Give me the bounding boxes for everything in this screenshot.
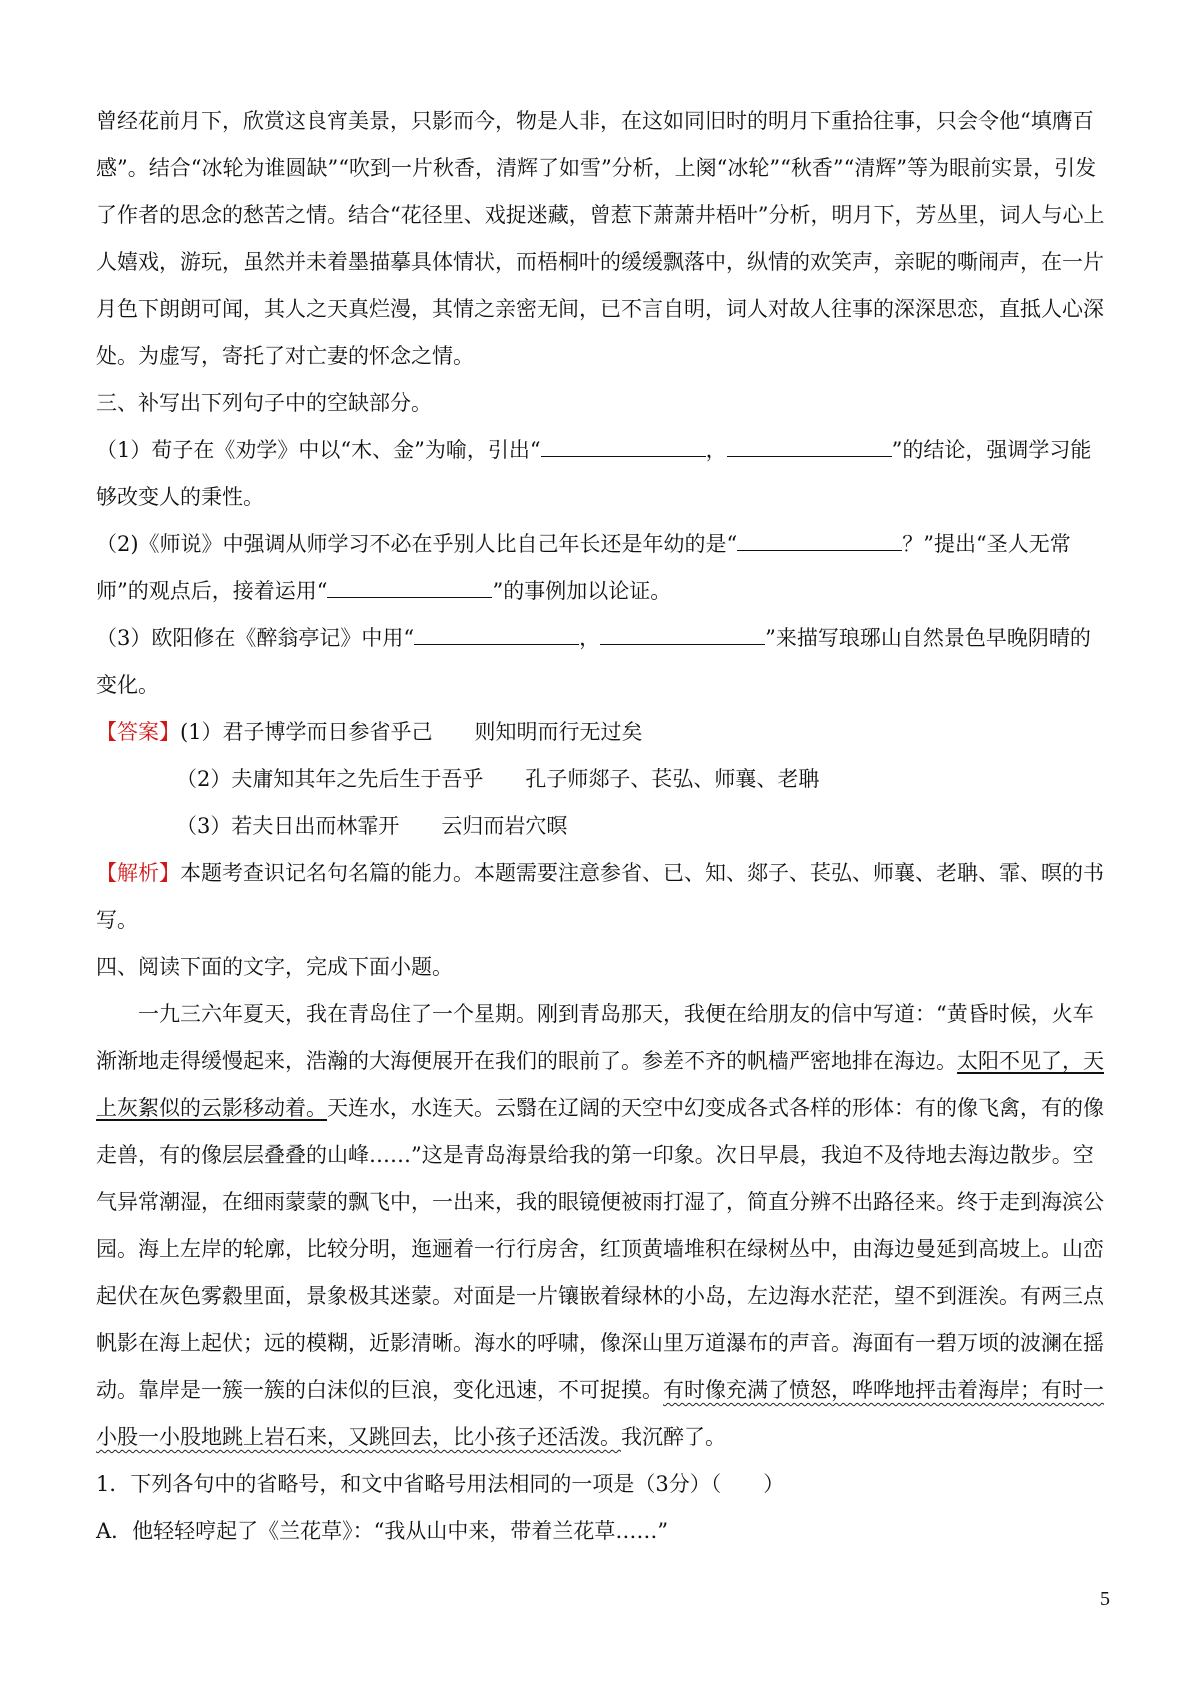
document-page [96,98,1111,1555]
answer-blank [727,432,892,457]
answer-line-3: （3）若夫日出而林霏开 云归而岩穴暝 [176,814,568,838]
answer-blank [737,526,902,551]
answer-blank [541,432,706,457]
analysis-paragraph: 曾经花前月下，欣赏这良宵美景，只影而今，物是人非，在这如同旧时的明月下重拾往事，只会令他“填膺百感”。结合“冰轮为谁圆缺”“吹到一片秋香，清辉了如雪”分析，上阕“冰轮”“秋香”“清辉”等为眼前实景，引发了作者的思念的愁苦之情。结合“花径里、戏捉迷藏，曾惹下萧萧井梧叶”分析，明月下，芳丛里，词人与心上人嬉戏，游玩，虽然并未着墨描摹具体情状，而梧桐叶的缓缓飘落中，纵情的欢笑声，亲昵的嘶闹声，在一片月色下朗朗可闻，其人之天真烂漫，其情之亲密无间，已不言自明，词人对故人往事的深深思恋，直抵人心深处。为虚写，寄托了对亡妻的怀念之情。 [96,109,1105,368]
answer-line-1: 【答案】(1）君子博学而日参省乎己 则知明而行无过矣 [96,720,643,744]
answer-blank [414,620,579,645]
answer-blank [327,573,492,598]
section-three-title: 三、补写出下列句子中的空缺部分。 [96,391,432,415]
answer-line-2: （2）夫庸知其年之先后生于吾乎 孔子师郯子、苌弘、师襄、老聃 [176,767,820,791]
wavy-underlined-sentence: 有时像充满了愤怒，哗哗地抨击着海岸；有时一小股一小股地跳上岩石来，又跳回去，比小孩子还活泼。 [96,1378,1104,1449]
fill-question-2: （2)《师说》中强调从师学习不必在乎别人比自己年长还是年幼的是“ ？”提出“圣人无常师”的观点后，接着运用“ ”的事例加以论证。 [96,521,1111,615]
fill-question-3: （3）欧阳修在《醉翁亭记》中用“ ， ”来描写琅琊山自然景色早晚阴晴的变化。 [96,615,1111,709]
option-a: A．他轻轻哼起了《兰花草》：“我从山中来，带着兰花草……” [96,1519,669,1543]
underlined-sentence: 太阳不见了，天上灰絮似的云影移动着。 [96,1049,1104,1120]
answer-blank [600,620,765,645]
question-1: 1．下列各句中的省略号，和文中省略号用法相同的一项是（3分）（ ） [96,1472,785,1496]
page-number: 5 [1100,1588,1110,1610]
section-four-title: 四、阅读下面的文字，完成下面小题。 [96,955,453,979]
reading-passage: 一九三六年夏天，我在青岛住了一个星期。刚到青岛那天，我便在给朋友的信中写道：“黄昏时候，火车渐渐地走得缓慢起来，浩瀚的大海便展开在我们的眼前了。参差不齐的帆樯严密地排在海边。太阳不见了，天上灰絮似的云影移动着。天连水，水连天。云翳在辽阔的天空中幻变成各式各样的形体：有的像飞禽，有的像走兽，有的像层层叠叠的山峰……”这是青岛海景给我的第一印象。次日早晨，我迫不及待地去海边散步。空气异常潮湿，在细雨蒙蒙的飘飞中，一出来，我的眼镜便被雨打湿了，简直分辨不出路径来。终于走到海滨公园。海上左岸的轮廓，比较分明，迤逦着一行行房舍，红顶黄墙堆积在绿树丛中，由海边曼延到高坡上。山峦起伏在灰色雾縠里面，景象极其迷蒙。对面是一片镶嵌着绿林的小岛，左边海水茫茫，望不到涯涘。有两三点帆影在海上起伏；远的模糊，近影清晰。海水的呼啸，像深山里万道瀑布的声音。海面有一碧万顷的波澜在摇动。靠岸是一簇一簇的白沫似的巨浪，变化迅速，不可捉摸。有时像充满了愤怒，哗哗地抨击着海岸；有时一小股一小股地跳上岩石来，又跳回去，比小孩子还活泼。我沉醉了。 [96,1002,1104,1449]
analysis-tag: 【解析】 [96,861,180,885]
analysis-line: 【解析】本题考查识记名句名篇的能力。本题需要注意参省、已、知、郯子、苌弘、师襄、老聃、霏、暝的书写。 [96,861,1104,932]
fill-question-1: （1）荀子在《劝学》中以“木、金”为喻，引出“ ， ”的结论，强调学习能够改变人的秉性。 [96,427,1111,521]
answer-tag: 【答案】 [96,720,180,744]
